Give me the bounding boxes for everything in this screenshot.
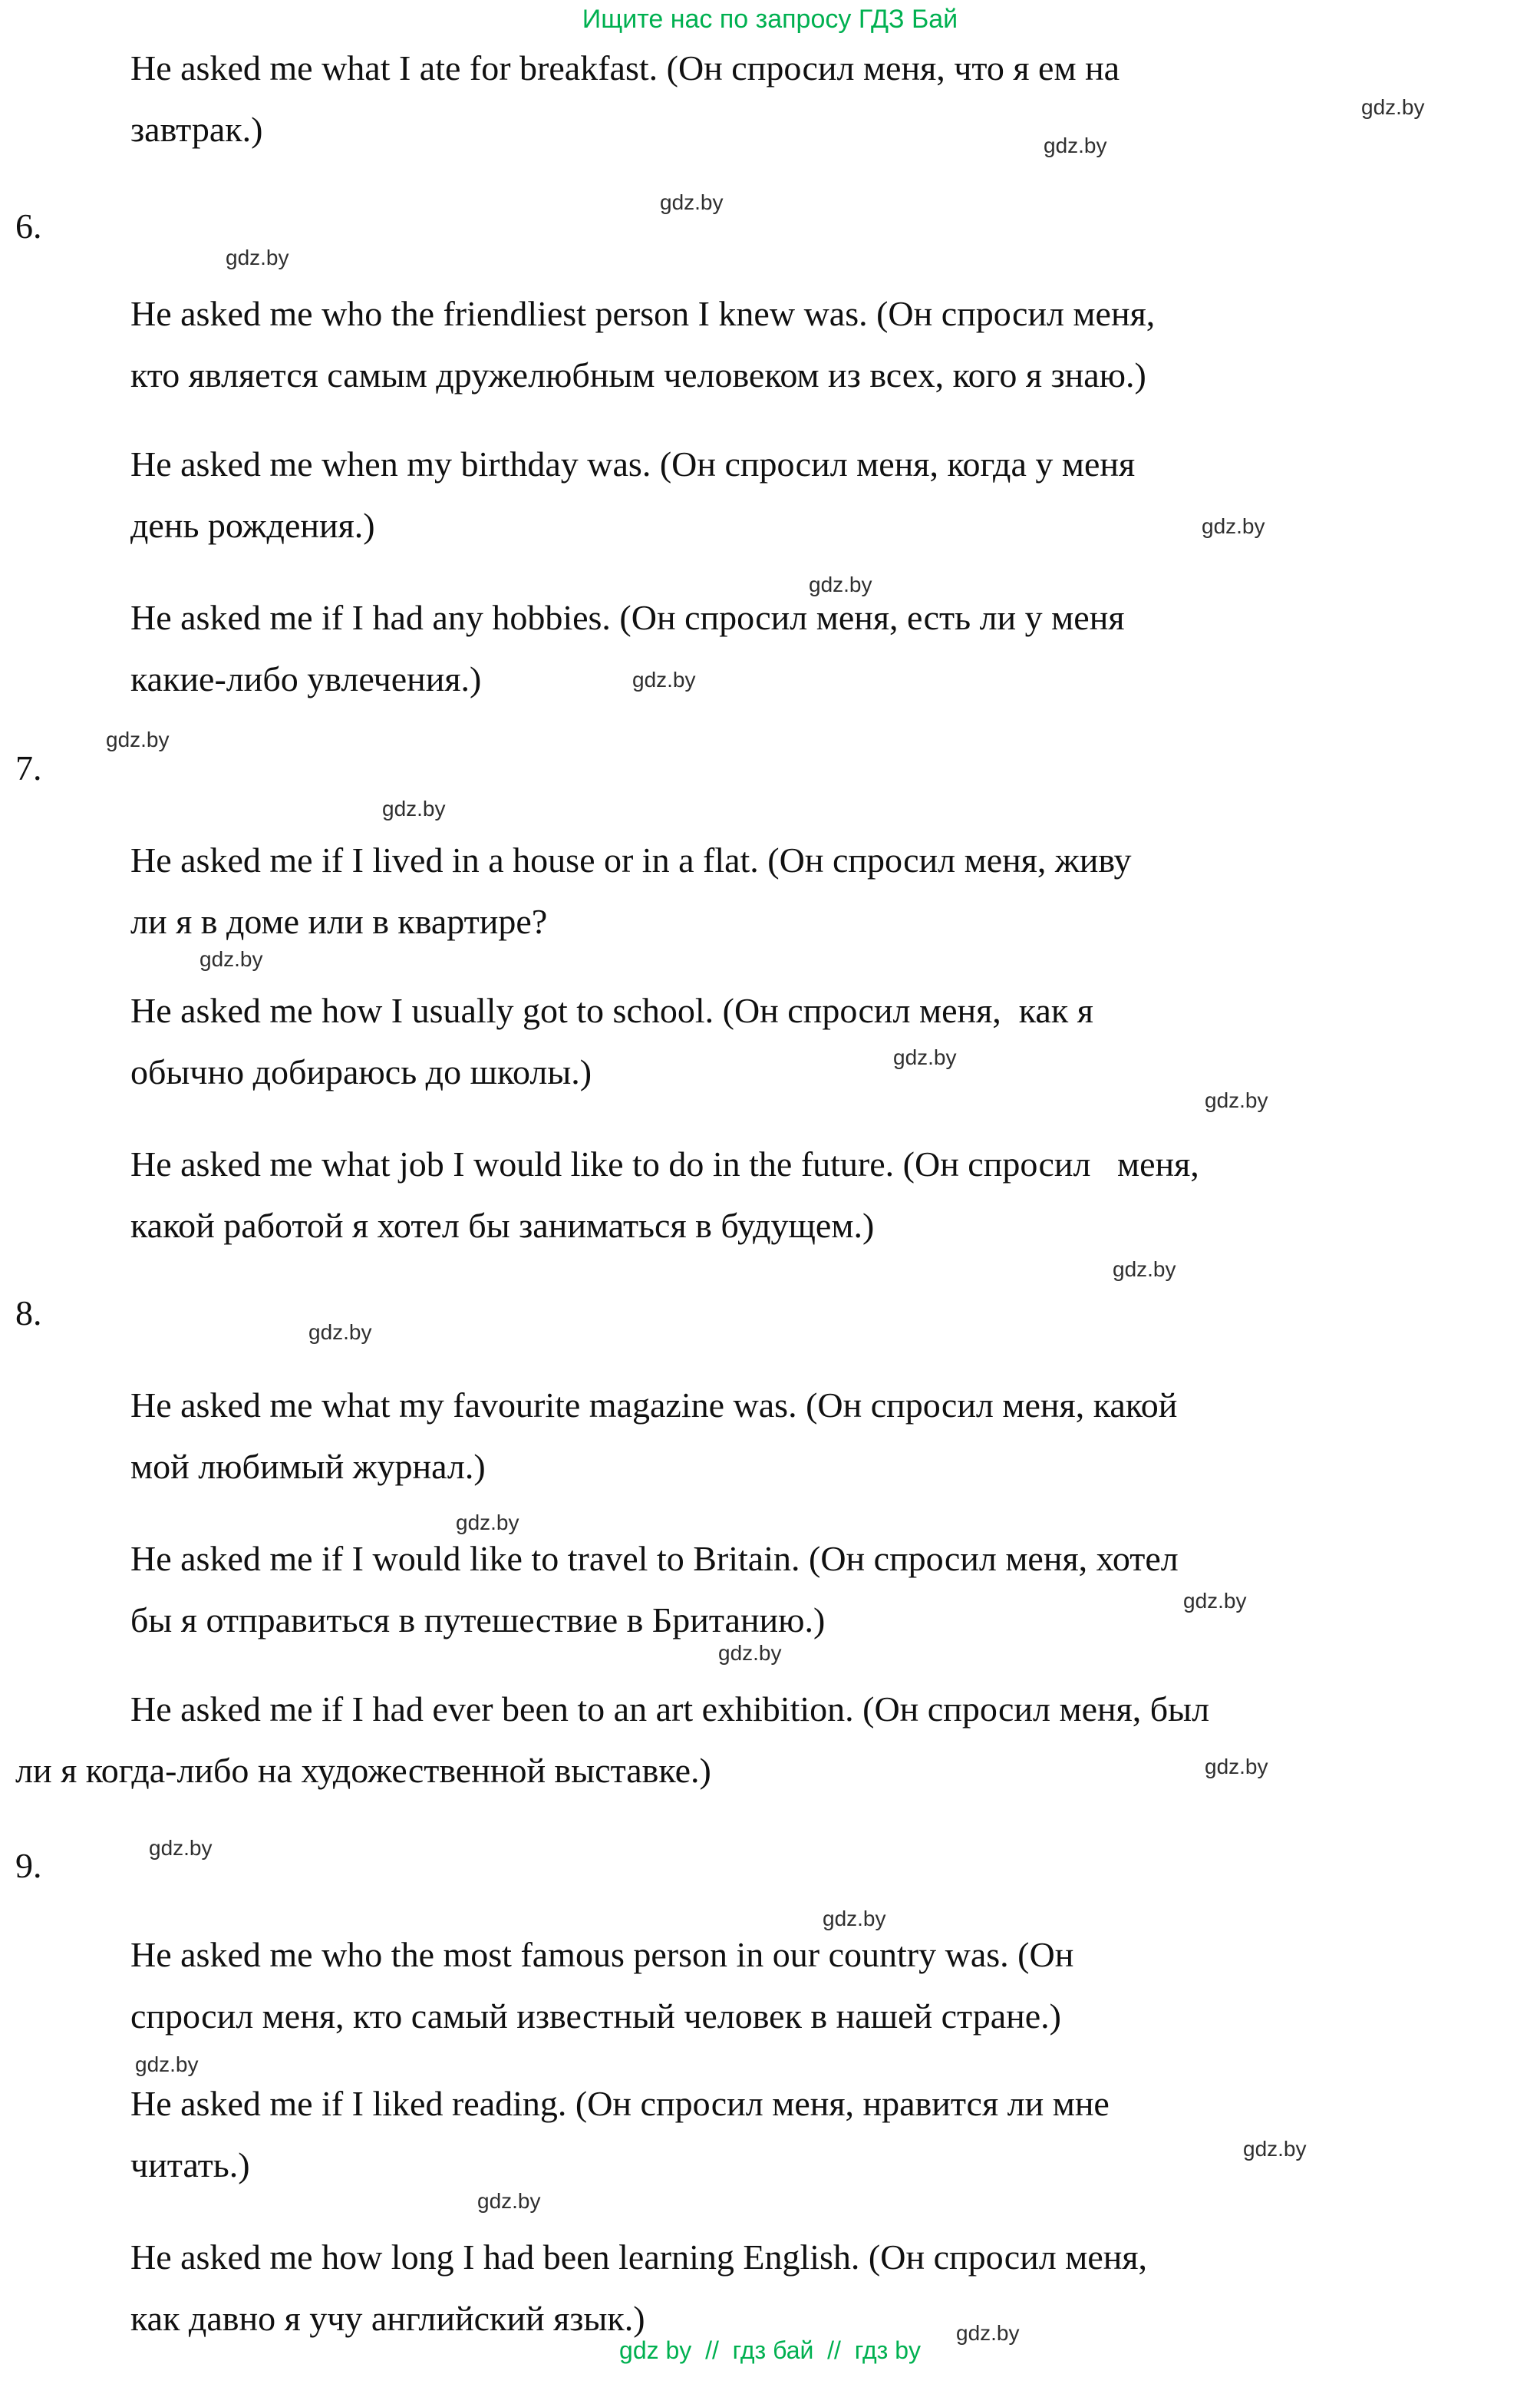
gdzby-watermark: gdz.by [1183,1589,1247,1613]
gdzby-watermark: gdz.by [718,1641,782,1665]
gdzby-watermark: gdz.by [1205,1755,1268,1778]
gdzby-watermark: gdz.by [1205,1088,1268,1112]
gdzby-watermark: gdz.by [809,573,872,596]
answer-line: He asked me what job I would like to do in the future. (Он спросил меня, [130,1144,1199,1184]
answer-line: кто является самым дружелюбным человеком из всех, кого я знаю.) [130,355,1146,395]
gdzby-watermark: gdz.by [135,2052,199,2076]
answer-line: какой работой я хотел бы заниматься в будущем.) [130,1206,875,1245]
answer-line: He asked me if I would like to travel to Britain. (Он спросил меня, хотел [130,1539,1179,1578]
answer-line: какие-либо увлечения.) [130,659,482,698]
answer-line: He asked me what my favourite magazine was. (Он спросил меня, какой [130,1385,1178,1425]
answer-line: He asked me if I liked reading. (Он спросил меня, нравится ли мне [130,2084,1110,2123]
gdzby-watermark: gdz.by [1044,134,1107,157]
gdzby-watermark: gdz.by [106,728,170,751]
gdzby-watermark: gdz.by [456,1511,519,1534]
answer-line: завтрак.) [130,110,263,149]
answer-line: день рождения.) [130,506,375,545]
answer-line: бы я отправиться в путешествие в Британию.) [130,1600,826,1639]
gdzby-watermark: gdz.by [823,1907,886,1930]
site-footer: gdz by // гдз бай // гдз by [619,2336,921,2364]
answer-line: ли я в доме или в квартире? [130,902,548,941]
answer-line: как давно я учу английский язык.) [130,2299,645,2338]
answer-line: мой любимый журнал.) [130,1447,486,1486]
answer-line: He asked me how long I had been learning English. (Он спросил меня, [130,2237,1148,2277]
gdzby-watermark: gdz.by [660,190,724,214]
answer-line: He asked me if I lived in a house or in a flat. (Он спросил меня, живу [130,840,1132,880]
section-number: 8. [15,1293,42,1332]
gdzby-watermark: gdz.by [1361,95,1425,119]
gdzby-watermark: gdz.by [893,1045,957,1069]
gdzby-watermark: gdz.by [477,2189,541,2213]
gdzby-watermark: gdz.by [1202,514,1265,538]
answer-line: спросил меня, кто самый известный человек в нашей стране.) [130,1996,1061,2036]
answer-line: He asked me who the most famous person in our country was. (Он [130,1935,1074,1974]
section-number: 9. [15,1846,42,1885]
answer-line: читать.) [130,2145,250,2184]
answer-line: He asked me how I usually got to school. (Он спросил меня, как я [130,991,1093,1030]
answer-line: He asked me when my birthday was. (Он спросил меня, когда у меня [130,444,1136,484]
answer-line: He asked me what I ate for breakfast. (Он спросил меня, что я ем на [130,48,1120,88]
answer-line: ли я когда-либо на художественной выставке.) [15,1751,711,1790]
gdzby-watermark: gdz.by [956,2321,1020,2345]
answer-line: He asked me if I had ever been to an art exhibition. (Он спросил меня, был [130,1689,1210,1729]
section-number: 7. [15,748,42,788]
gdzby-watermark: gdz.by [149,1836,213,1860]
answer-line: He asked me if I had any hobbies. (Он спросил меня, есть ли у меня [130,598,1125,637]
gdzby-watermark: gdz.by [382,797,446,821]
section-number: 6. [15,206,42,246]
answer-line: He asked me who the friendliest person I knew was. (Он спросил меня, [130,294,1156,333]
gdzby-watermark: gdz.by [308,1320,372,1344]
gdzby-watermark: gdz.by [226,246,289,269]
gdzby-watermark: gdz.by [200,947,263,971]
gdzby-watermark: gdz.by [632,668,696,692]
site-promo-banner: Ищите нас по запросу ГДЗ Бай [582,5,958,34]
gdzby-watermark: gdz.by [1113,1257,1176,1281]
answer-line: обычно добираюсь до школы.) [130,1052,592,1091]
gdzby-watermark: gdz.by [1243,2137,1307,2161]
